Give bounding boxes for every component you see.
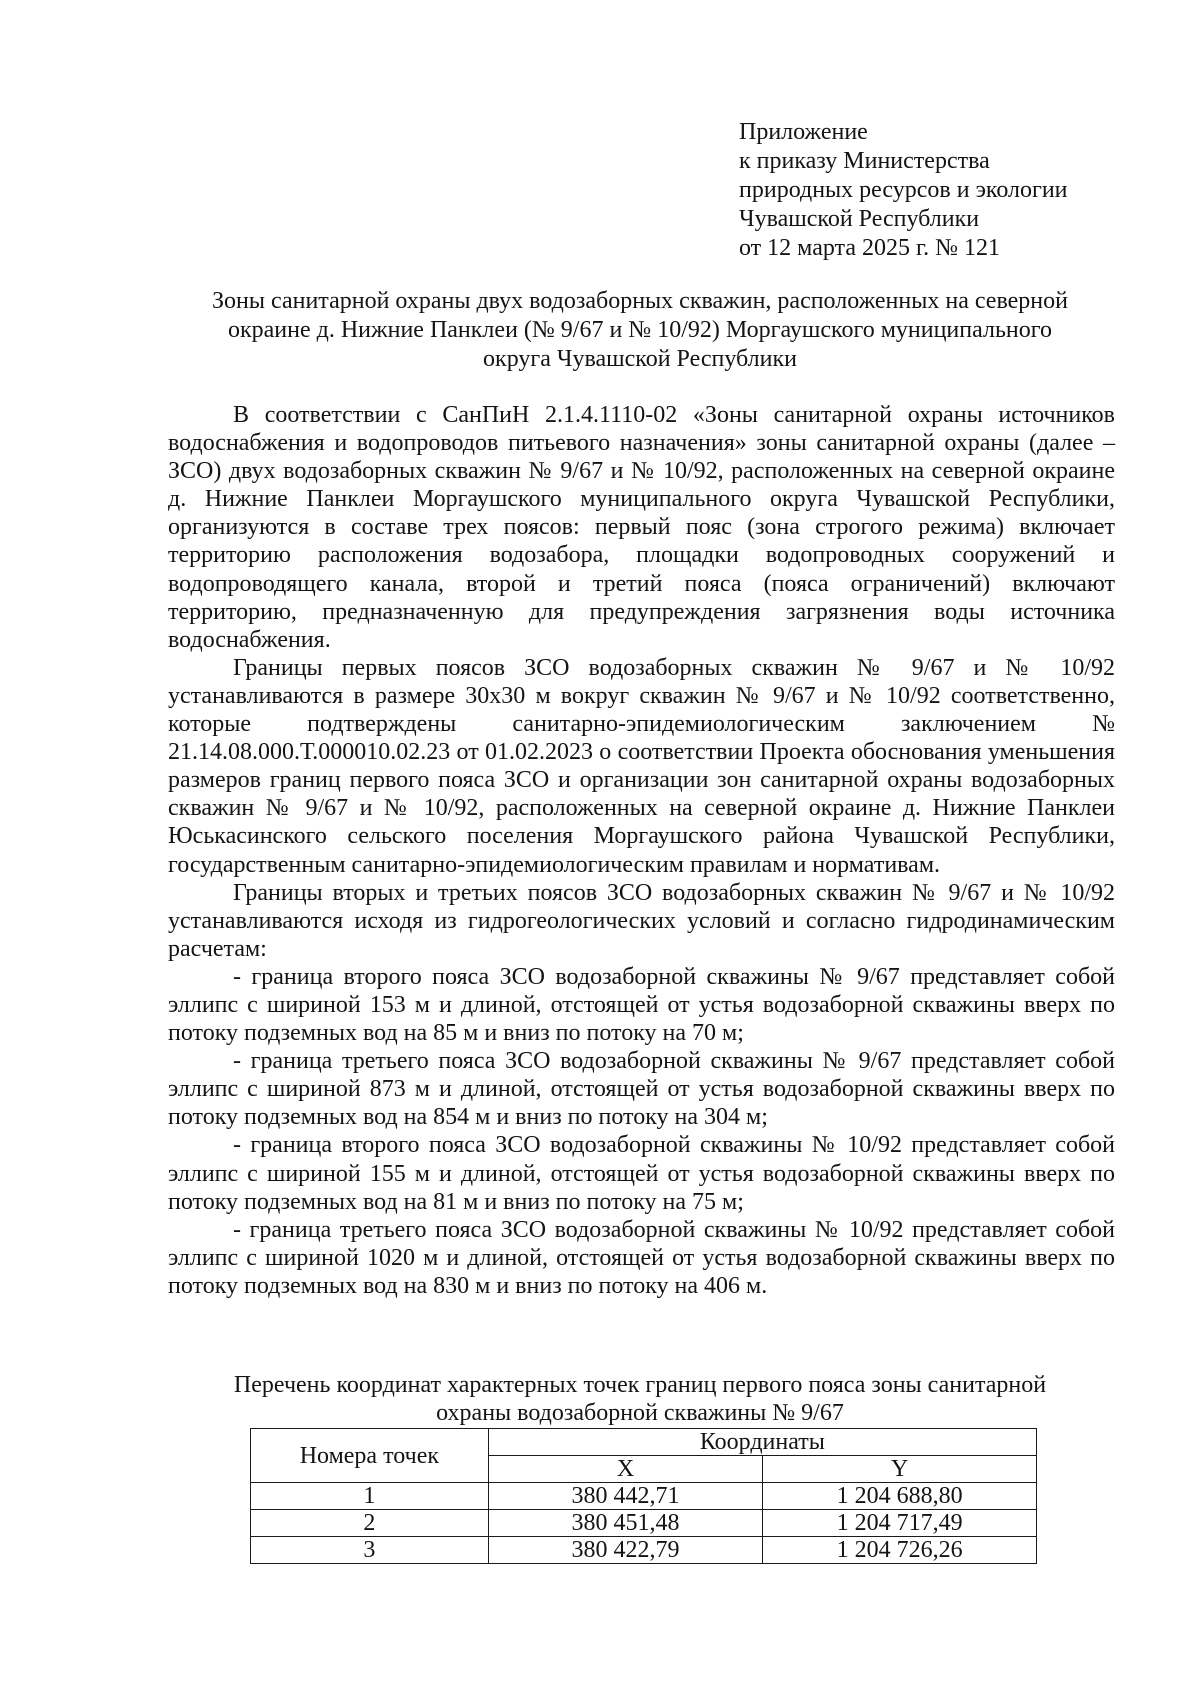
- cell-y: 1 204 688,80: [763, 1483, 1037, 1510]
- header-x: X: [488, 1456, 763, 1483]
- table-header-row: [251, 1429, 1037, 1456]
- table-row: [251, 1537, 1037, 1564]
- title-line: Зоны санитарной охраны двух водозаборных скважин, расположенных на северной: [212, 288, 1068, 314]
- cell-point: 3: [251, 1537, 489, 1564]
- cell-point: 1: [251, 1483, 489, 1510]
- paragraph: Границы первых поясов ЗСО водозаборных скважин № 9/67 и № 10/92 устанавливаются в размере 30х30 м вокруг скважин № 9/67 и № 10/92 соответственно, которые подтверждены санитарно-эпидемиологическим заключением № 21.14.08.000.Т.000010.02.23 от 01.02.2023 о соответствии Проекта обоснования уменьшения размеров границ первого пояса ЗСО и организации зон санитарной охраны водозаборных скважин № 9/67 и № 10/92, расположенных на северной окраине д. Нижние Панклеи Юськасинского сельского поселения Моргаушского района Чувашской Республики, государственным санитарно-эпидемиологическим правилам и нормативам.: [168, 654, 1115, 878]
- document-title: [150, 287, 1130, 374]
- header-y: Y: [763, 1456, 1037, 1483]
- table-row: [251, 1510, 1037, 1537]
- cell-point: 2: [251, 1510, 489, 1537]
- caption-line: охраны водозаборной скважины № 9/67: [436, 1400, 844, 1426]
- appendix-line: Чувашской Республики: [739, 206, 980, 232]
- title-line: окраине д. Нижние Панклеи (№ 9/67 и № 10/92) Моргаушского муниципального: [227, 317, 1052, 343]
- title-line: округа Чувашской Республики: [483, 346, 797, 372]
- table-caption: [150, 1371, 1130, 1427]
- cell-x: 380 442,71: [488, 1483, 763, 1510]
- table-row: [251, 1483, 1037, 1510]
- paragraph: В соответствии с СанПиН 2.1.4.1110-02 «Зоны санитарной охраны источников водоснабжения и водопроводов питьевого назначения» зоны санитарной охраны (далее – ЗСО) двух водозаборных скважин № 9/67 и № 10/92, расположенных на северной окраине д. Нижние Панклеи Моргаушского муниципального округа Чувашской Республики, организуются в составе трех поясов: первый пояс (зона строгого режима) включает территорию расположения водозабора, площадки водопроводных сооружений и водопроводящего канала, второй и третий пояса (пояса ограничений) включают территорию, предназначенную для предупреждения загрязнения воды источника водоснабжения.: [168, 402, 1115, 653]
- cell-x: 380 451,48: [488, 1510, 763, 1537]
- list-item: - граница второго пояса ЗСО водозаборной скважины № 10/92 представляет собой эллипс с шириной 155 м и длиной, отстоящей от устья водозаборной скважины вверх по потоку подземных вод на 81 м и вниз по потоку на 75 м;: [168, 1132, 1115, 1215]
- caption-line: Перечень координат характерных точек границ первого пояса зоны санитарной: [233, 1372, 1047, 1398]
- appendix-line: от 12 марта 2025 г. № 121: [739, 235, 1000, 261]
- header-coordinates: Координаты: [488, 1429, 1036, 1456]
- list-item: - граница второго пояса ЗСО водозаборной скважины № 9/67 представляет собой эллипс с шириной 153 м и длиной, отстоящей от устья водозаборной скважины вверх по потоку подземных вод на 85 м и вниз по потоку на 70 м;: [168, 963, 1115, 1047]
- appendix-line: природных ресурсов и экологии: [739, 177, 1068, 203]
- appendix-line: к приказу Министерства: [739, 148, 990, 174]
- document-body: [168, 401, 1115, 1300]
- coordinates-table: [250, 1428, 1037, 1564]
- paragraph: Границы вторых и третьих поясов ЗСО водозаборных скважин № 9/67 и № 10/92 устанавливаются исходя из гидрогеологических условий и согласно гидродинамическим расчетам:: [168, 879, 1115, 962]
- appendix-line: Приложение: [739, 119, 868, 145]
- header-points: Номера точек: [251, 1429, 489, 1483]
- cell-y: 1 204 726,26: [763, 1537, 1037, 1564]
- list-item: - граница третьего пояса ЗСО водозаборной скважины № 10/92 представляет собой эллипс с шириной 1020 м и длиной, отстоящей от устья водозаборной скважины вверх по потоку подземных вод на 830 м и вниз по потоку на 406 м.: [168, 1216, 1115, 1299]
- cell-y: 1 204 717,49: [763, 1510, 1037, 1537]
- appendix-block: [739, 118, 1068, 263]
- cell-x: 380 422,79: [488, 1537, 763, 1564]
- list-item: - граница третьего пояса ЗСО водозаборной скважины № 9/67 представляет собой эллипс с шириной 873 м и длиной, отстоящей от устья водозаборной скважины вверх по потоку подземных вод на 854 м и вниз по потоку на 304 м;: [168, 1048, 1115, 1131]
